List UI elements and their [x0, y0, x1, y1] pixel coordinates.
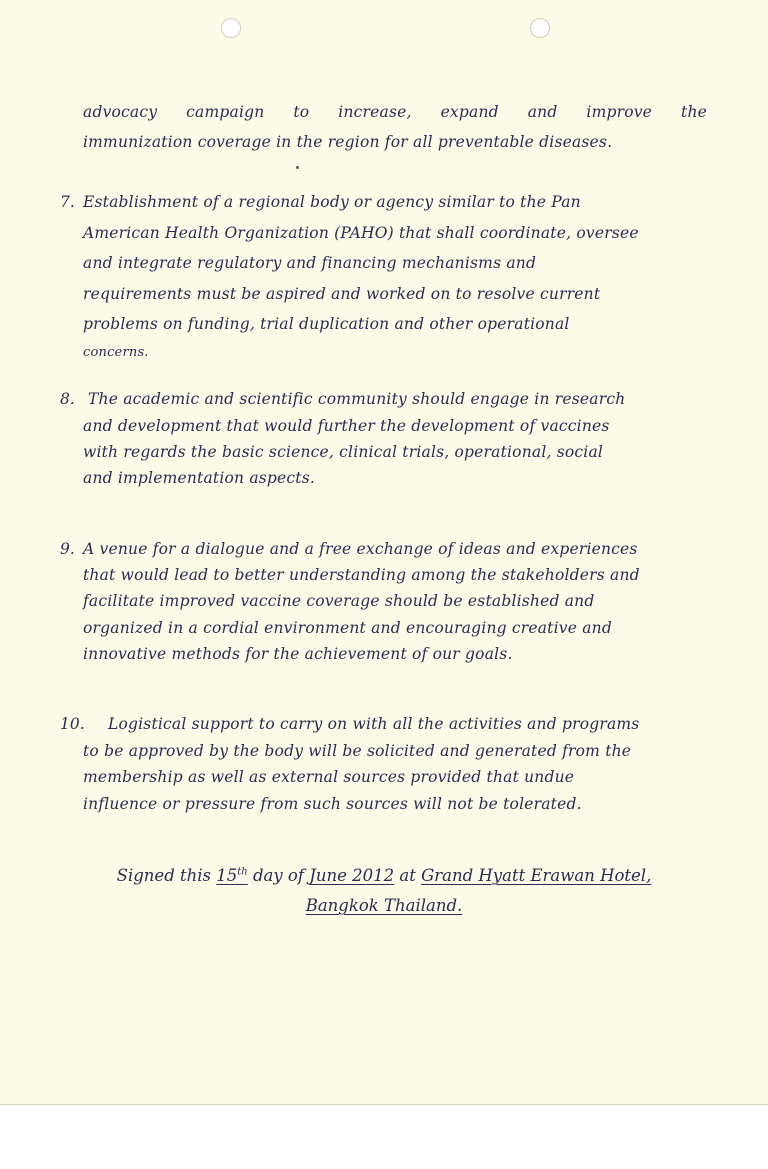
signature-line	[0, 866, 768, 885]
item-line: and development that would further the development of vaccines	[83, 417, 610, 435]
intro-word: and	[527, 103, 558, 121]
item-line: American Health Organization (PAHO) that shall coordinate, oversee	[83, 224, 639, 242]
signature-mid-2: at	[399, 866, 416, 885]
signature-day	[216, 866, 247, 885]
signature-city: Bangkok Thailand.	[305, 896, 463, 915]
item-line: organized in a cordial environment and encouraging creative and	[83, 619, 612, 637]
intro-word: the	[681, 103, 707, 121]
signature-day-number: 15	[216, 866, 238, 885]
intro-line-2: immunization coverage in the region for all preventable diseases.	[83, 133, 613, 151]
signature-city-line	[0, 896, 768, 915]
intro-word: campaign	[186, 103, 265, 121]
item-number: 8.	[60, 390, 75, 408]
item-line: Logistical support to carry on with all the activities and programs	[108, 715, 640, 733]
item-line: The academic and scientific community should engage in research	[88, 390, 626, 408]
item-number: 10.	[60, 715, 85, 733]
item-line: requirements must be aspired and worked on to resolve current	[83, 285, 601, 303]
intro-word: increase,	[338, 103, 412, 121]
intro-word: to	[293, 103, 310, 121]
intro-word: expand	[440, 103, 499, 121]
item-line: influence or pressure from such sources will not be tolerated.	[83, 795, 582, 813]
item-line: and integrate regulatory and financing mechanisms and	[83, 254, 537, 272]
item-number: 9.	[60, 540, 75, 558]
item-line: Establishment of a regional body or agency similar to the Pan	[83, 193, 581, 211]
item-line: concerns.	[83, 345, 149, 360]
signature-mid-1: day of	[252, 866, 304, 885]
intro-word: improve	[586, 103, 653, 121]
punch-hole-left	[221, 18, 241, 38]
signature-venue: Grand Hyatt Erawan Hotel,	[421, 866, 652, 885]
signature-prefix: Signed this	[116, 866, 211, 885]
signature-date: June 2012	[309, 866, 395, 885]
item-line: to be approved by the body will be solicited and generated from the	[83, 742, 632, 760]
item-line: innovative methods for the achievement of our goals.	[83, 645, 513, 663]
item-line: membership as well as external sources provided that undue	[83, 768, 575, 786]
punch-hole-right	[530, 18, 550, 38]
item-line: with regards the basic science, clinical trials, operational, social	[83, 443, 604, 461]
item-line: A venue for a dialogue and a free exchange of ideas and experiences	[83, 540, 638, 558]
item-number: 7.	[60, 193, 75, 211]
signature-day-suffix: th	[237, 866, 248, 878]
stray-ink-dot	[296, 166, 299, 169]
item-line: and implementation aspects.	[83, 469, 316, 487]
page-bottom-edge	[0, 1104, 768, 1105]
item-line: facilitate improved vaccine coverage should be established and	[83, 592, 595, 610]
item-line: problems on funding, trial duplication and other operational	[83, 315, 570, 333]
item-line: that would lead to better understanding among the stakeholders and	[83, 566, 640, 584]
intro-word: advocacy	[83, 103, 158, 121]
intro-line-1	[83, 103, 707, 121]
